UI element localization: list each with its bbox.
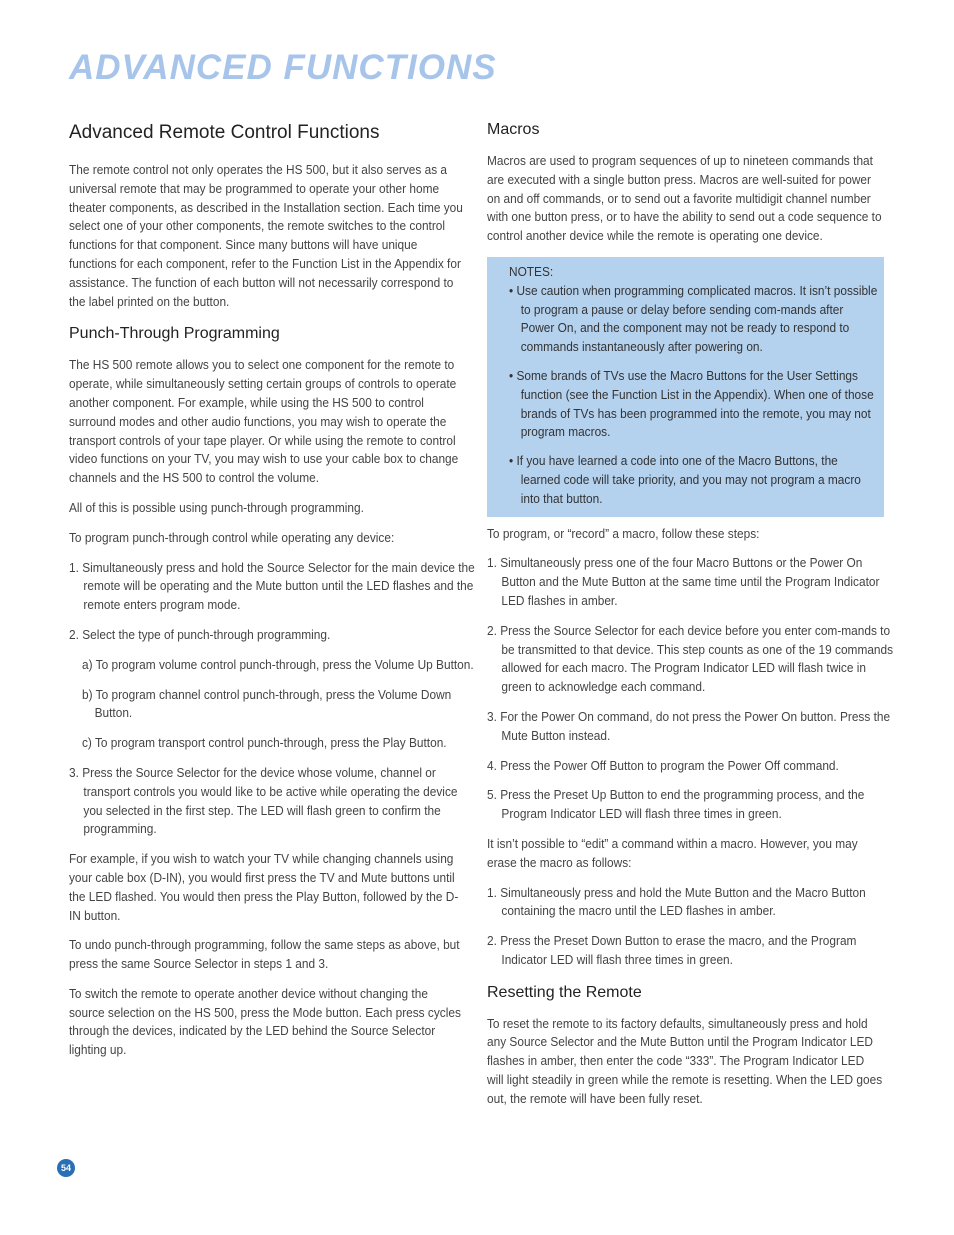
list-item: 1. Simultaneously press one of the four Macro Buttons or the Power On Button and the Mute Button at the same time until the Program Indicator LED flashes in amber. [487, 555, 880, 608]
erase-steps-list [487, 884, 884, 970]
punch-paragraph-3: To program punch-through control while operating any device: [69, 529, 395, 545]
punch-paragraph-2: All of this is possible using punch-through programming. [69, 499, 364, 515]
list-item: 3. Press the Source Selector for the device whose volume, channel or transport controls you would like to be active while operating the device you selected in the first step. The LED will flash green to confirm the programming. [69, 764, 458, 837]
switch-paragraph: To switch the remote to operate another device without changing the source selection on the HS 500, press the Mode button. Each press cycles through the devices, indicated by the LED behind the Source Selector lighting up. [69, 985, 461, 1058]
list-item: • Use caution when programming complicated macros. It isn’t possible to program a pause or delay before sending com-mands after Power On, and the component may not be ready to respond to commands instantaneously after powering on. [509, 282, 878, 355]
erase-intro: It isn’t possible to “edit” a command within a macro. However, you may erase the macro as follows: [487, 835, 858, 870]
section-heading-macros: Macros [487, 121, 540, 138]
reset-paragraph: To reset the remote to its factory defaults, simultaneously press and hold any Source Selector and the Mute Button until the Program Indicator LED flashes in amber, then enter the code “333”. The Program Indicator LED will light steadily in green while the remote is resetting. When the LED goes out, the remote will have been fully reset. [487, 1015, 883, 1106]
list-item: 5. Press the Preset Up Button to end the programming process, and the Program Indicator LED will flash three times in green. [487, 787, 865, 822]
record-steps-list [487, 554, 894, 824]
list-item: 3. For the Power On command, do not press the Power On button. Press the Mute Button instead. [487, 708, 891, 743]
notes-box [487, 257, 884, 517]
list-item: • If you have learned a code into one of the Macro Buttons, the learned code will take priority, and you may not program a macro into that button. [509, 453, 861, 506]
right-column [487, 118, 894, 1120]
list-item: • Some brands of TVs use the Macro Buttons for the User Settings function (see the Function List in the Appendix). When one of those brands of TVs has been programmed into the remote, you may not program macros. [509, 367, 874, 440]
left-column [69, 118, 475, 1071]
list-item: b) To program channel control punch-through, press the Volume Down Button. [82, 686, 452, 721]
section-heading-resetting: Resetting the Remote [487, 983, 642, 1001]
record-intro: To program, or “record” a macro, follow these steps: [487, 525, 760, 541]
intro-paragraph: The remote control not only operates the HS 500, but it also serves as a universal remote that may be programmed to operate your other home theater components, as described in the Installation section. Each time you select one of your other components, the remote switches to the control functions for that component. Since many buttons will have unique functions for each component, refer to the Function List in the Appendix for assistance. The function of each button will not necessarily correspond to the label printed on the button. [69, 162, 463, 309]
macros-intro: Macros are used to program sequences of up to nineteen commands that are executed with a single button press. Macros are well-suited for power on and off commands, or to send out a favorite multidigit channel number with one button press, or to have the ability to send out a code sequence to control another device while the remote is operating one device. [487, 153, 882, 244]
list-item: 4. Press the Power Off Button to program the Power Off command. [487, 757, 839, 773]
list-item: 2. Press the Source Selector for each device before you enter com-mands to be transmitted to that device. This step counts as one of the 19 commands allowed for each macro. The Program Indicator LED will flash twice in green to acknowledge each command. [487, 622, 894, 695]
punch-paragraph-1: The HS 500 remote allows you to select one component for the remote to operate, while simultaneously setting certain groups of controls to operate another component. For example, while using the HS 500 to control surround modes and other audio functions, you may wish to operate the transport controls of your tape player. Or while using the remote to control video functions on your TV, you may wish to use your cable box to change channels and the HS 500 to control the volume. [69, 357, 459, 486]
undo-paragraph: To undo punch-through programming, follow the same steps as above, but press the same Source Selector in steps 1 and 3. [69, 937, 460, 972]
example-paragraph: For example, if you wish to watch your TV while changing channels using your cable box (D-IN), you would first press the TV and Mute buttons until the LED flashed. You would then press the Play Button, followed by the D-IN button. [69, 851, 459, 923]
page-number-badge: 54 [57, 1159, 75, 1177]
list-item: c) To program transport control punch-through, press the Play Button. [82, 735, 447, 751]
notes-title: NOTES: [509, 263, 554, 279]
list-item: 1. Simultaneously press and hold the Mute Button and the Macro Button containing the macro until the LED flashes in amber. [487, 884, 866, 919]
list-item: 1. Simultaneously press and hold the Source Selector for the main device the remote will be operating and the Mute button until the LED flashes and the remote enters program mode. [69, 559, 475, 613]
section-heading-punch-through: Punch-Through Programming [69, 325, 280, 343]
list-item: a) To program volume control punch-through, press the Volume Up Button. [82, 656, 474, 672]
punch-steps-list [69, 559, 475, 840]
list-item: 2. Select the type of punch-through programming. [69, 626, 331, 642]
page-title: ADVANCED FUNCTIONS [69, 48, 497, 87]
section-heading-advanced-remote: Advanced Remote Control Functions [69, 122, 380, 143]
list-item: 2. Press the Preset Down Button to erase the macro, and the Program Indicator LED will flash three times in green. [487, 933, 857, 967]
